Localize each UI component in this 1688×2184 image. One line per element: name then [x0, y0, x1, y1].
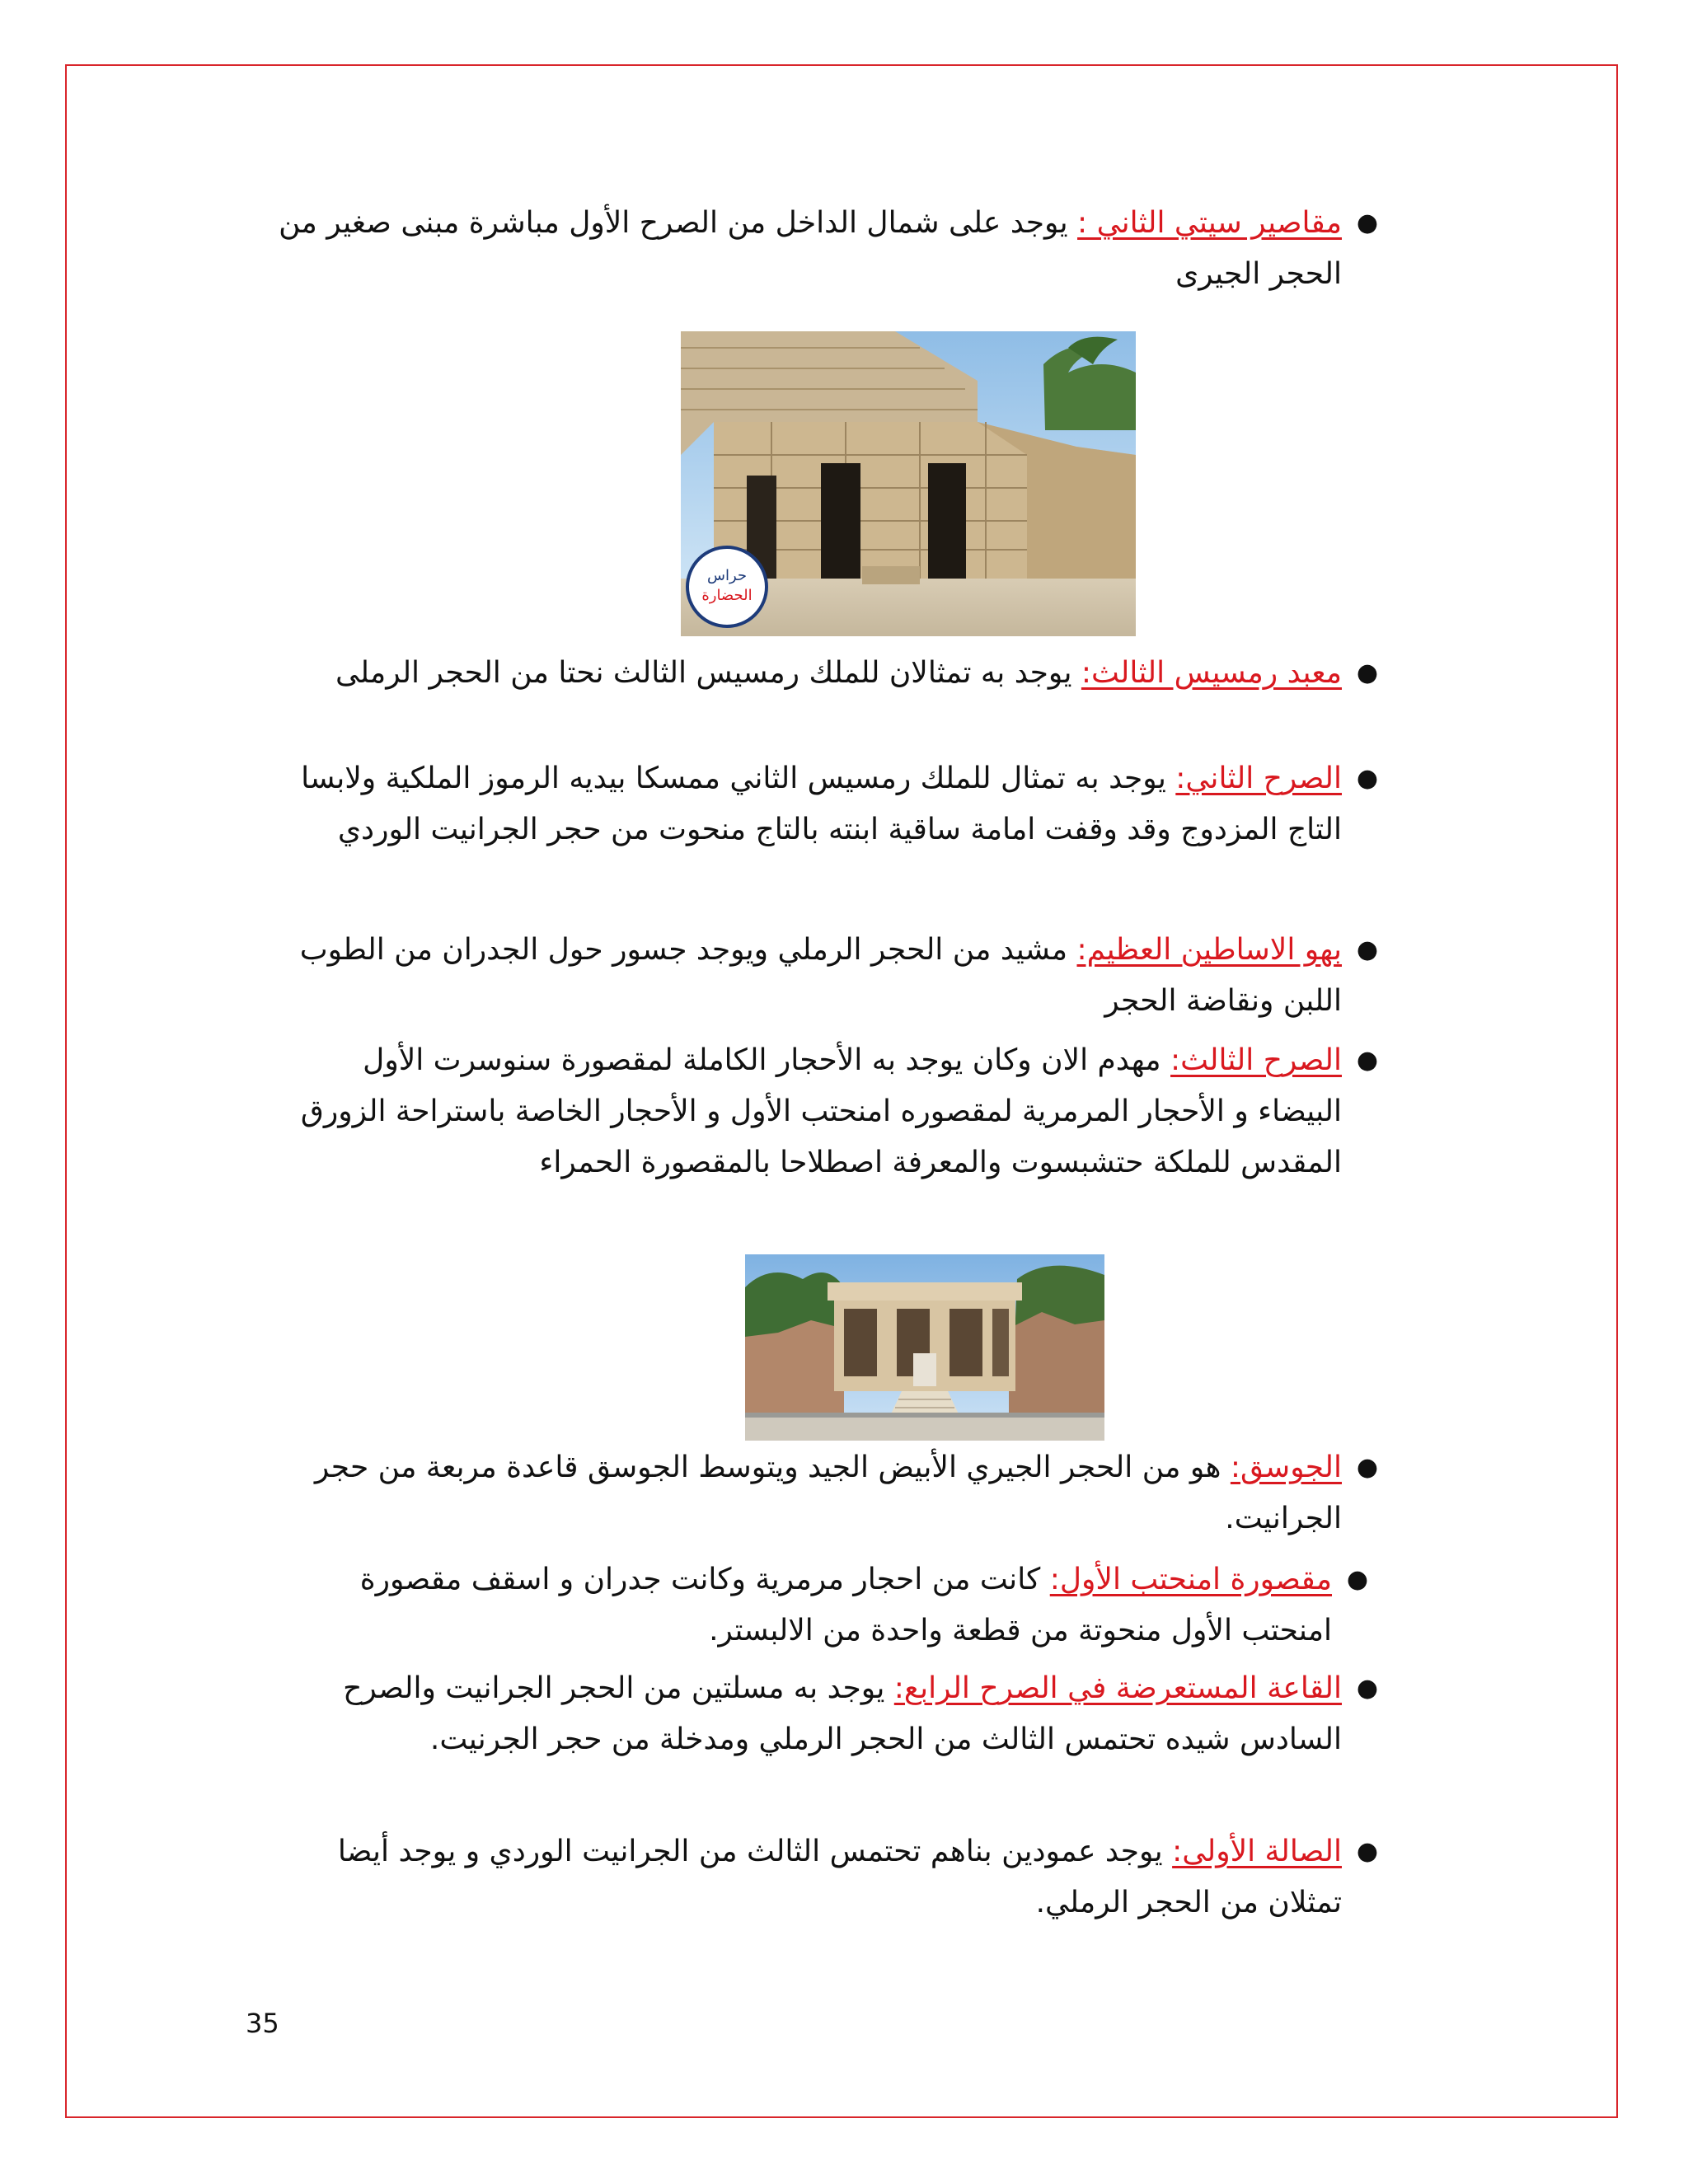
item-term: مقاصير سيتي الثاني :	[1077, 206, 1342, 240]
item-term: الجوسق:	[1230, 1451, 1342, 1484]
item-term: مقصورة امنحتب الأول:	[1049, 1563, 1332, 1596]
bullet-icon: ●	[1356, 1453, 1378, 1482]
bullet-icon: ●	[1356, 764, 1378, 793]
bullet-icon: ●	[1356, 658, 1378, 687]
item-text: يوجد به مسلتين من الحجر الجرانيت والصرح السادس شيده تحتمس الثالث من الحجر الرملي ومدخلة من حجر الجرنيت.	[343, 1671, 1342, 1756]
kiosk-photo	[745, 1254, 1104, 1441]
shrines-photo	[681, 331, 1136, 636]
item-term: معبد رمسيس الثالث:	[1081, 656, 1342, 690]
list-item	[270, 1442, 1378, 1544]
item-text: يوجد به تمثالان للملك رمسيس الثالث نحتا من الحجر الرملى	[335, 656, 1081, 690]
list-item	[260, 1554, 1368, 1657]
bullet-icon: ●	[1356, 1046, 1378, 1075]
item-text: كانت من احجار مرمرية وكانت جدران و اسقف مقصورة امنحتب الأول منحوتة من قطعة واحدة من الالبستر.	[359, 1563, 1332, 1647]
list-item	[270, 925, 1378, 1027]
item-text: مهدم الان وكان يوجد به الأحجار الكاملة لمقصورة سنوسرت الأول البيضاء و الأحجار المرمرية لمقصوره امنحتب الأول و الأحجار الخاصة باستراحة الزورق المقدس للملكة حتشبسوت والمعرفة اصطلاحا بالمقصورة الحمراء	[300, 1043, 1342, 1179]
watermark-line1: حراس	[706, 567, 748, 584]
list-item	[270, 753, 1378, 855]
watermark-line2: الحضارة	[701, 587, 753, 604]
list-item	[270, 198, 1378, 300]
list-item	[270, 1035, 1378, 1188]
item-term: بهو الاساطين العظيم:	[1076, 933, 1342, 967]
bullet-icon: ●	[1356, 209, 1378, 237]
page-number: 35	[246, 2008, 279, 2039]
bullet-icon: ●	[1356, 1674, 1378, 1703]
list-item	[270, 1826, 1378, 1929]
item-text: يوجد عمودين بناهم تحتمس الثالث من الجرانيت الوردي و يوجد أيضا تمثلان من الحجر الرملي.	[337, 1835, 1342, 1919]
list-item	[270, 648, 1378, 699]
kiosk-illustration	[745, 1254, 1104, 1441]
bullet-icon: ●	[1356, 1837, 1378, 1866]
item-text: يوجد به تمثال للملك رمسيس الثاني ممسكا بيديه الرموز الملكية ولابسا التاج المزدوج وقد وقفت امامة ساقية ابنته بالتاج منحوت من حجر الجرانيت الوردي	[301, 762, 1342, 846]
item-text: يوجد على شمال الداخل من الصرح الأول مباشرة مبنى صغير من الحجر الجيرى	[279, 206, 1342, 291]
shrines-illustration	[681, 331, 1136, 636]
item-term: الصالة الأولى:	[1172, 1835, 1342, 1868]
item-term: القاعة المستعرضة في الصرح الرابع:	[893, 1671, 1342, 1705]
item-text: هو من الحجر الجيري الأبيض الجيد ويتوسط الجوسق قاعدة مربعة من حجر الجرانيت.	[314, 1451, 1342, 1535]
item-text: مشيد من الحجر الرملي ويوجد جسور حول الجدران من الطوب اللبن ونقاضة الحجر	[299, 933, 1342, 1018]
list-item	[270, 1663, 1378, 1765]
bullet-icon: ●	[1346, 1565, 1368, 1594]
bullet-icon: ●	[1356, 935, 1378, 964]
item-term: الصرح الثاني:	[1175, 762, 1342, 795]
item-term: الصرح الثالث:	[1170, 1043, 1342, 1077]
